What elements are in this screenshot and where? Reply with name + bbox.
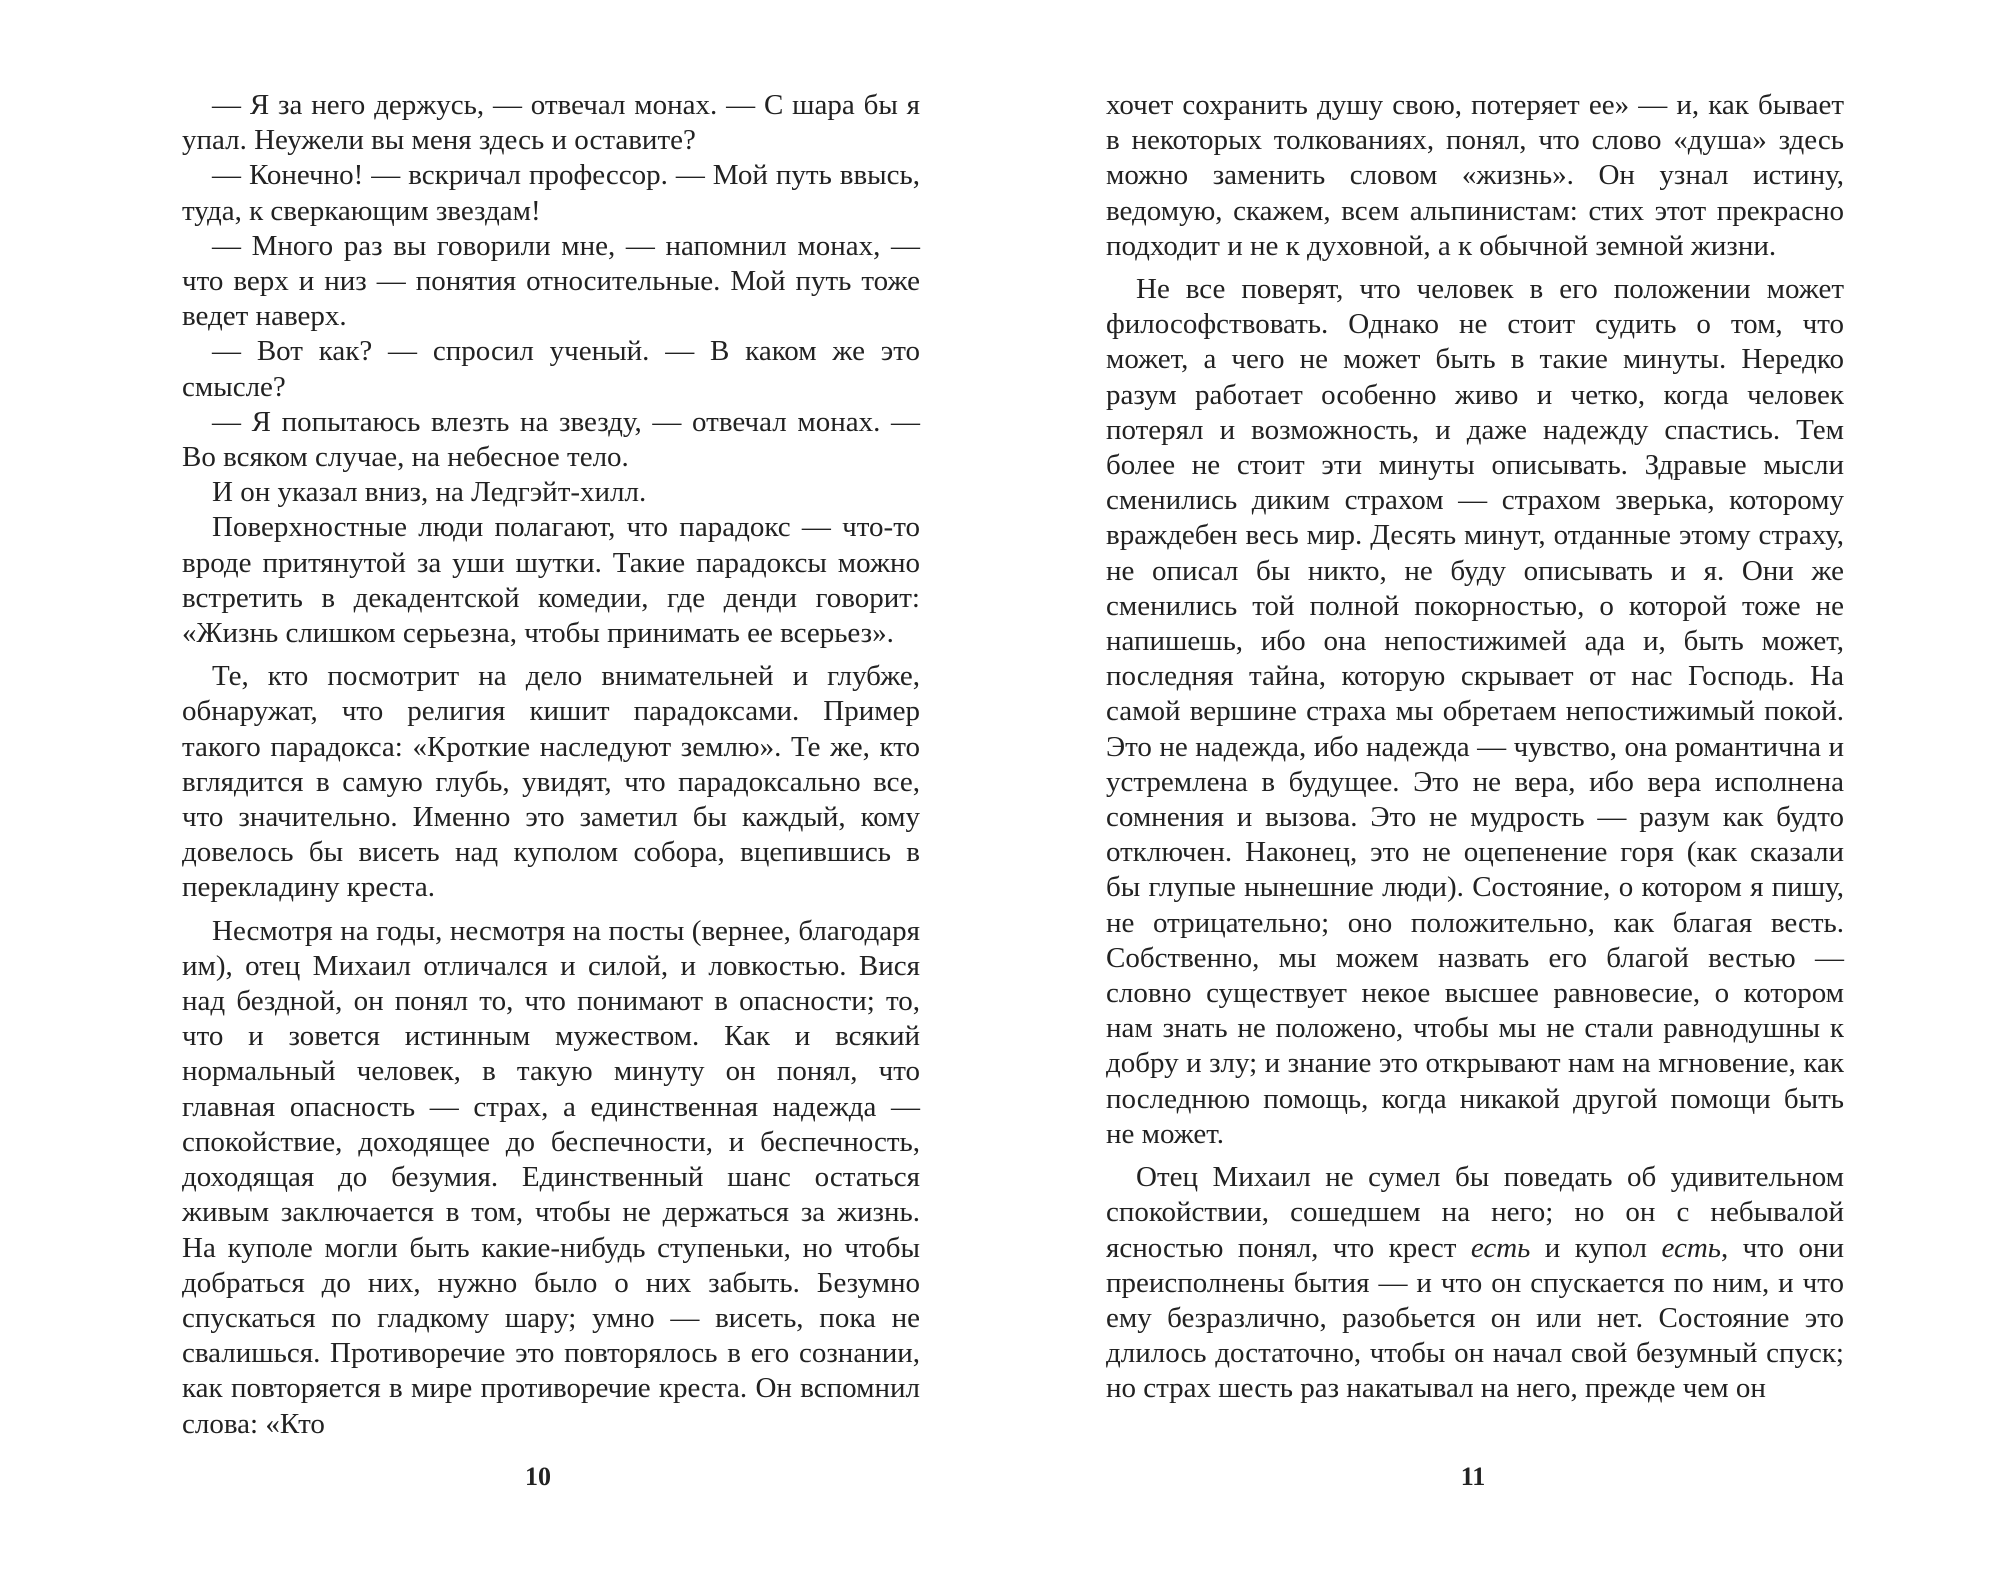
left-page-text [182, 88, 920, 1442]
emphasis: есть [1661, 1231, 1721, 1264]
paragraph-text: и купол [1530, 1231, 1662, 1264]
paragraph: — Много раз вы говорили мне, — напомнил монах, — что верх и низ — понятия относительные. Мой путь тоже ведет наверх. [182, 229, 920, 333]
paragraph: Те, кто посмотрит на дело внимательней и глубже, обнаружат, что религия кишит парадоксами. Пример такого парадокса: «Кроткие наследуют землю». Те же, кто вглядится в самую глубь, увидят, что парадоксально все, что значительно. Именно это заметил бы каждый, кому довелось бы висеть над куполом собора, вцепившись в перекладину креста. [182, 660, 920, 904]
page-number-right: 11 [1460, 1462, 1486, 1491]
emphasis: есть [1470, 1231, 1531, 1264]
paragraph: Поверхностные люди полагают, что парадокс — что-то вроде притянутой за уши шутки. Такие парадоксы можно встретить в декадентской комедии, где денди говорит: «Жизнь слишком серьезна, чтобы принимать ее всерьез». [182, 511, 920, 650]
right-page-text [1106, 88, 1844, 1407]
paragraph: И он указал вниз, на Ледгэйт-хилл. [212, 476, 647, 509]
paragraph: Не все поверят, что человек в его положении может философствовать. Однако не стоит судить о том, что может, а чего не может быть в такие минуты. Нередко разум работает особенно живо и четко, когда человек потерял и возможность, и даже надежду спастись. Тем более не стоит эти минуты описывать. Здравые мысли сменились диким страхом — страхом зверька, которому враждебен весь мир. Десять минут, отданные этому страху, не описал бы никто, не буду описывать и я. Они же сменились той полной покорностью, о которой тоже не напишешь, ибо она непостижимей ада и, быть может, последняя тайна, которую скрывает от нас Господь. На самой вершине страха мы обретаем непостижимый покой. Это не надежда, ибо надежда — чувство, она романтична и устремлена в будущее. Это не вера, ибо вера исполнена сомнения и вызова. Это не мудрость — разум как будто отключен. Наконец, это не оцепенение горя (как сказали бы глупые нынешние люди). Состояние, о котором я пишу, не отрицательно; оно положительно, как благая весть. Собственно, мы можем назвать его благой вестью — словно существует некое высшее равновесие, о котором нам знать не положено, чтобы мы не стали равнодушны к добру и злу; и знание это открывают нам на мгновение, как последнюю помощь, когда никакой другой помощи быть не может. [1106, 273, 1844, 1150]
paragraph: — Конечно! — вскричал профессор. — Мой путь ввысь, туда, к сверкающим звездам! [182, 159, 920, 227]
page-number-left: 10 [525, 1462, 551, 1491]
paragraph [1106, 1160, 1844, 1406]
paragraph: Несмотря на годы, несмотря на посты (вернее, благодаря им), отец Михаил отличался и силой, и ловкостью. Вися над бездной, он понял то, что понимают в опасности; то, что и зовется истинным мужеством. Как и всякий нормальный человек, в такую минуту он понял, что главная опасность — страх, а единственная надежда — спокойствие, доходящее до беспечности, и беспечность, доходящая до безумия. Единственный шанс остаться живым заключается в том, чтобы не держаться за жизнь. На куполе могли быть какие-нибудь ступеньки, но чтобы добраться до них, нужно было о них забыть. Безумно спускаться по гладкому шару; умно — висеть, пока не свалишься. Противоречие это повторялось в его сознании, как повторяется в мире противоречие креста. Он вспомнил слова: «Кто [182, 914, 920, 1440]
paragraph: — Я за него держусь, — отвечал монах. — С шара бы я упал. Неужели вы меня здесь и оставите? [182, 89, 920, 157]
paragraph: — Вот как? — спросил ученый. — В каком же это смысле? [182, 335, 920, 403]
paragraph-continuation: хочет сохранить душу свою, потеряет ее» — и, как бывает в некоторых толкованиях, понял, что слово «душа» здесь можно заменить словом «жизнь». Он узнал истину, ведомую, скажем, всем альпинистам: стих этот прекрасно подходит и не к духовной, а к обычной земной жизни. [1106, 89, 1844, 262]
paragraph-text: , что они преисполнены бытия — и что он спускается по ним, и что ему безразлично, разобьется он или нет. Состояние это длилось достаточно, чтобы он начал свой безумный спуск; но страх шесть раз накатывал на него, прежде чем он [1106, 1231, 1844, 1405]
paragraph: — Я попытаюсь влезть на звезду, — отвечал монах. — Во всяком случае, на небесное тело. [182, 405, 920, 474]
paragraph-text: Отец Михаил не сумел бы поведать об удивительном спокойствии, сошедшем на него; но он с небывалой ясностью понял, что крест [1106, 1161, 1844, 1264]
